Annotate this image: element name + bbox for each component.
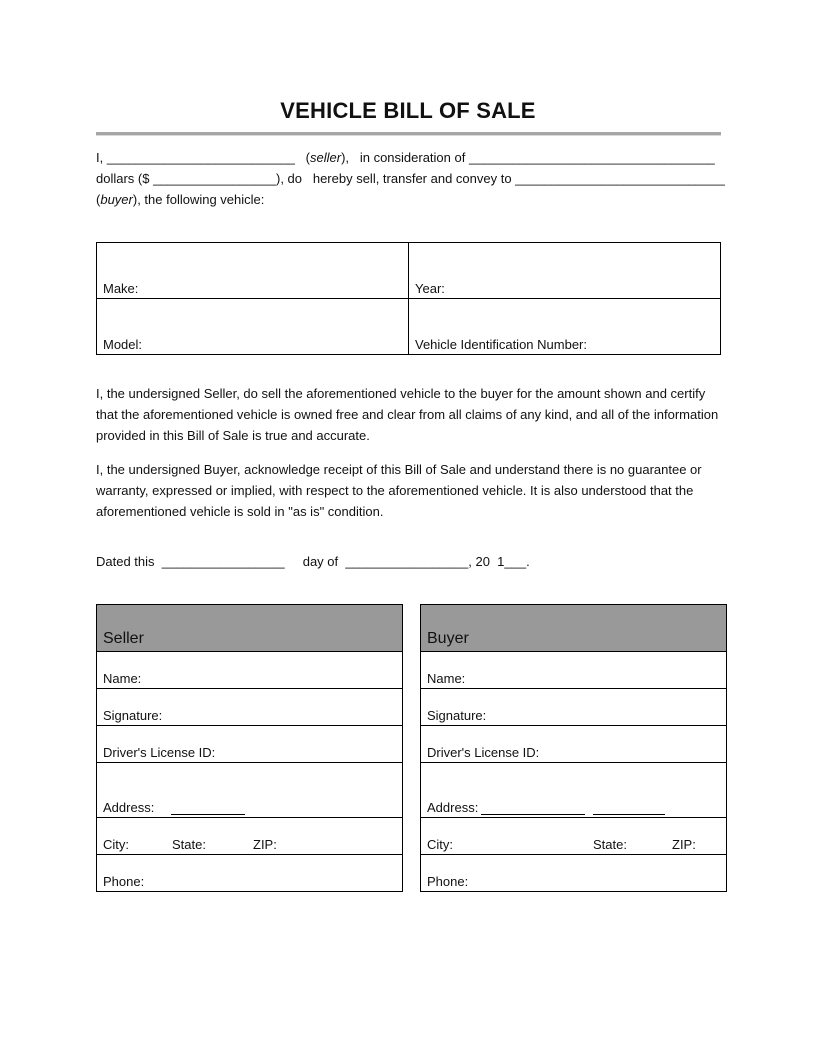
year-cell[interactable]: [409, 243, 721, 299]
seller-zip-label: ZIP:: [253, 837, 277, 852]
seller-word: seller: [309, 150, 342, 165]
buyer-name-field[interactable]: [421, 652, 726, 689]
seller-name-label: Name:: [103, 671, 142, 686]
intro-line-1-start: I, __________________________ (: [96, 150, 310, 165]
buyer-statement: I, the undersigned Buyer, acknowledge receipt of this Bill of Sale and understand there is no guarantee or warranty, expressed or implied, with respect to the aforementioned vehicle. It is also understood that the aforementioned vehicle is sold in "as is" condition.: [96, 462, 702, 519]
seller-city-label: City:: [103, 837, 129, 852]
buyer-phone-label: Phone:: [427, 874, 469, 889]
seller-state-label: State:: [172, 837, 206, 852]
intro-line-3-end: ), the following vehicle:: [132, 192, 265, 207]
buyer-phone-field[interactable]: [421, 855, 726, 891]
intro-line-3: [96, 192, 264, 208]
buyer-header: [421, 605, 726, 652]
seller-signature-field[interactable]: [97, 689, 402, 726]
document-title: VEHICLE BILL OF SALE: [280, 98, 536, 123]
buyer-name-label: Name:: [427, 671, 466, 686]
dated-line: Dated this _________________ day of _________________, 20 1___.: [96, 554, 530, 569]
buyer-signature-label: Signature:: [427, 708, 487, 723]
seller-name-field[interactable]: [97, 652, 402, 689]
address-underline: [593, 814, 665, 815]
buyer-address-label: Address:: [427, 800, 479, 815]
seller-address-field[interactable]: [97, 763, 402, 818]
buyer-license-label: Driver's License ID:: [427, 745, 540, 760]
seller-address-label: Address:: [103, 800, 155, 815]
year-label: Year:: [415, 281, 445, 296]
seller-header: [97, 605, 402, 652]
address-underline: [171, 814, 245, 815]
seller-block: [96, 604, 403, 892]
buyer-heading: Buyer: [427, 630, 469, 647]
seller-phone-label: Phone:: [103, 874, 145, 889]
buyer-city-state-zip-row[interactable]: [421, 818, 726, 855]
vehicle-details-table: [96, 242, 721, 355]
seller-signature-label: Signature:: [103, 708, 163, 723]
table-row: [97, 243, 721, 299]
seller-heading: Seller: [103, 630, 144, 647]
make-label: Make:: [103, 281, 139, 296]
seller-phone-field[interactable]: [97, 855, 402, 891]
buyer-signature-field[interactable]: [421, 689, 726, 726]
title-divider: [96, 132, 721, 136]
seller-license-label: Driver's License ID:: [103, 745, 216, 760]
intro-line-3-start: (: [96, 192, 101, 207]
vin-label: Vehicle Identification Number:: [415, 337, 587, 352]
address-underline: [481, 814, 585, 815]
table-row: [97, 299, 721, 355]
buyer-city-label: City:: [427, 837, 453, 852]
buyer-block: [420, 604, 727, 892]
vin-cell[interactable]: [409, 299, 721, 355]
model-cell[interactable]: [97, 299, 409, 355]
seller-statement: I, the undersigned Seller, do sell the aforementioned vehicle to the buyer for the amount shown and certify that the aforementioned vehicle is owned free and clear from all claims of any kind, and all of the information provided in this Bill of Sale is true and accurate.: [96, 386, 719, 443]
buyer-word: buyer: [100, 192, 133, 207]
buyer-state-label: State:: [593, 837, 627, 852]
seller-license-field[interactable]: [97, 726, 402, 763]
intro-line-2: dollars ($ _________________), do hereby sell, transfer and convey to _____________________________: [96, 171, 725, 186]
intro-line-1-end: ), in consideration of __________________________________: [341, 150, 715, 165]
make-cell[interactable]: [97, 243, 409, 299]
buyer-license-field[interactable]: [421, 726, 726, 763]
buyer-zip-label: ZIP:: [672, 837, 696, 852]
intro-line-1: [96, 150, 715, 166]
buyer-address-field[interactable]: [421, 763, 726, 818]
seller-city-state-zip-row[interactable]: [97, 818, 402, 855]
model-label: Model:: [103, 337, 143, 352]
